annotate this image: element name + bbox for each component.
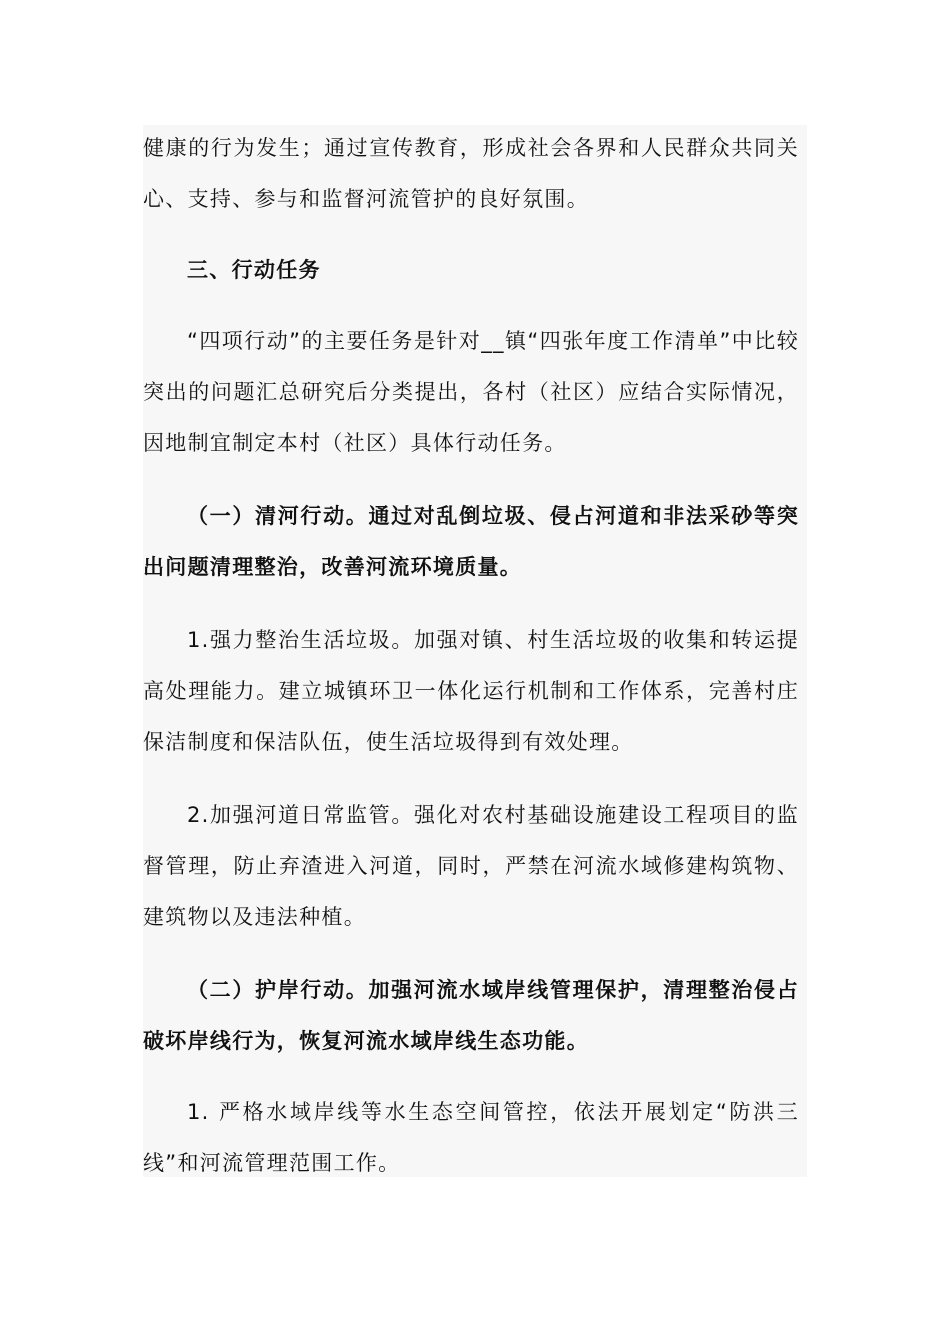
subheading-bank-protection: （二）护岸行动。加强河流水域岸线管理保护，清理整治侵占破坏岸线行为，恢复河流水域岸线生态功能。 (143, 978, 799, 1053)
subheading-river-cleaning: （一）清河行动。通过对乱倒垃圾、侵占河道和非法采砂等突出问题清理整治，改善河流环境质量。 (143, 504, 799, 579)
paragraph-item-shoreline: 1. 严格水域岸线等水生态空间管控，依法开展划定“防洪三线”和河流管理范围工作。 (143, 1100, 799, 1175)
section-heading-action-tasks: 三、行动任务 (187, 258, 321, 282)
paragraph-item-garbage: 1.强力整治生活垃圾。加强对镇、村生活垃圾的收集和转运提高处理能力。建立城镇环卫一体化运行机制和工作体系，完善村庄保洁制度和保洁队伍，使生活垃圾得到有效处理。 (143, 628, 799, 754)
paragraph-continuation: 健康的行为发生；通过宣传教育，形成社会各界和人民群众共同关心、支持、参与和监督河流管护的良好氛围。 (143, 136, 799, 211)
paragraph-item-supervision: 2.加强河道日常监管。强化对农村基础设施建设工程项目的监督管理，防止弃渣进入河道，同时，严禁在河流水域修建构筑物、建筑物以及违法种植。 (143, 803, 799, 929)
document-body (143, 123, 799, 1189)
paragraph-main-tasks: “四项行动”的主要任务是针对__镇“四张年度工作清单”中比较突出的问题汇总研究后分类提出，各村（社区）应结合实际情况，因地制宜制定本村（社区）具体行动任务。 (143, 329, 799, 455)
